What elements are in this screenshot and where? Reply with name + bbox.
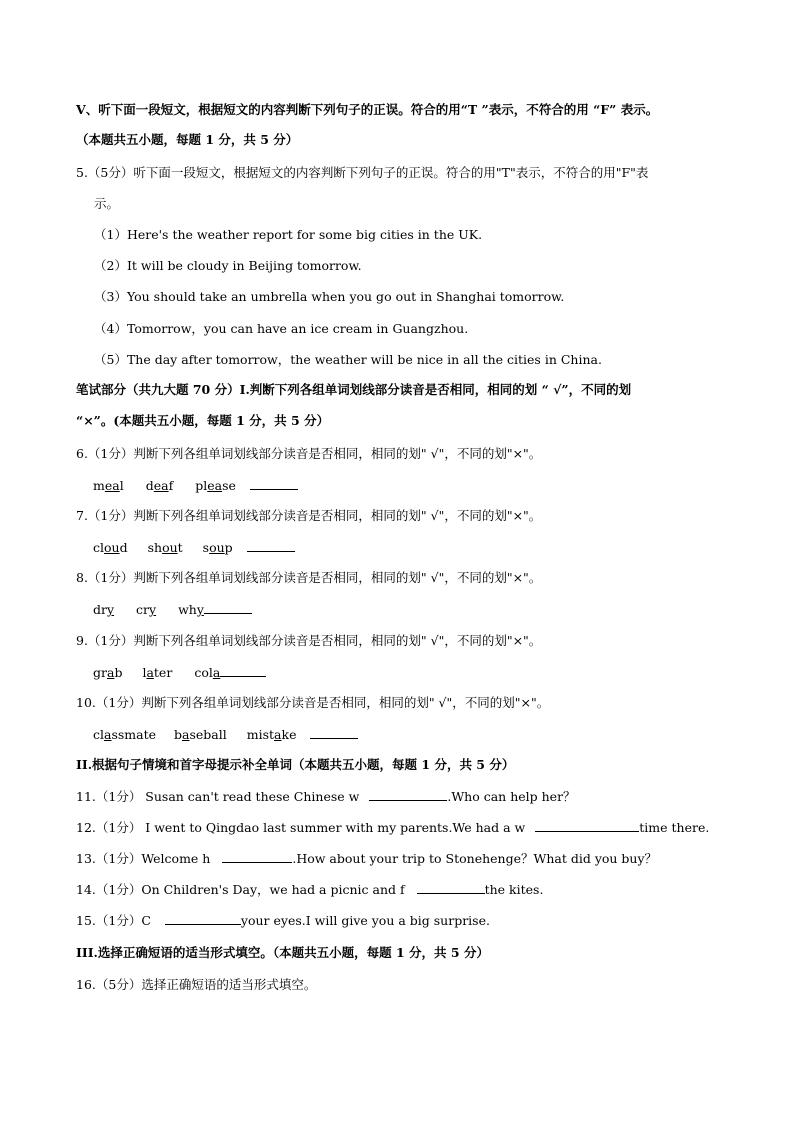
- q6-stem: 6.（1分）判断下列各组单词划线部分读音是否相同，相同的划" √"，不同的划"×"。: [76, 446, 542, 461]
- answer-blank[interactable]: [247, 539, 295, 552]
- word: cloud: [93, 540, 128, 555]
- section-v-title-line1: V、听下面一段短文，根据短文的内容判断下列句子的正误。符合的用“T ”表示，不符合的用 “F” 表示。: [76, 102, 659, 117]
- answer-blank[interactable]: [535, 819, 639, 832]
- answer-blank[interactable]: [204, 601, 252, 614]
- q5-stem-line2: 示。: [94, 196, 120, 211]
- q8-words: [93, 601, 252, 619]
- word: cry: [136, 602, 157, 617]
- q10-stem: 10.（1分）判断下列各组单词划线部分读音是否相同，相同的划" √"，不同的划"×"。: [76, 695, 550, 710]
- q7-stem: 7.（1分）判断下列各组单词划线部分读音是否相同，相同的划" √"，不同的划"×"。: [76, 508, 542, 523]
- q10-words: [93, 726, 358, 744]
- answer-blank[interactable]: [165, 912, 241, 925]
- word: please: [195, 478, 236, 493]
- word: later: [142, 665, 173, 680]
- word: why: [178, 602, 204, 617]
- word: classmate: [93, 727, 157, 742]
- word: meal: [93, 478, 124, 493]
- q8-stem: 8.（1分）判断下列各组单词划线部分读音是否相同，相同的划" √"，不同的划"×"。: [76, 570, 542, 585]
- q16-stem: 16.（5分）选择正确短语的适当形式填空。: [76, 977, 317, 992]
- answer-blank[interactable]: [310, 726, 358, 739]
- answer-blank[interactable]: [250, 477, 298, 490]
- answer-blank[interactable]: [417, 881, 485, 894]
- q6-words: [93, 477, 298, 495]
- section-iii-title: III.选择正确短语的适当形式填空。（本题共五小题，每题 1 分，共 5 分）: [76, 945, 489, 960]
- word: soup: [202, 540, 233, 555]
- answer-blank[interactable]: [220, 664, 266, 677]
- q5-item-4: （4）Tomorrow，you can have an ice cream in Guangzhou.: [94, 321, 469, 336]
- word: deaf: [145, 478, 174, 493]
- word: dry: [93, 602, 115, 617]
- q14: 14.（1分）On Children's Day，we had a picnic and f the kites.: [76, 882, 544, 897]
- q5-item-3: （3）You should take an umbrella when you go out in Shanghai tomorrow.: [94, 289, 565, 304]
- section-v-title-line2: （本题共五小题，每题 1 分，共 5 分）: [76, 132, 299, 147]
- q5-item-1: （1）Here's the weather report for some big cities in the UK.: [94, 227, 483, 242]
- answer-blank[interactable]: [222, 850, 292, 863]
- q11: 11.（1分） Susan can't read these Chinese w .Who can help her？: [76, 789, 576, 804]
- word: baseball: [174, 727, 227, 742]
- q5-stem-line1: 5.（5分）听下面一段短文，根据短文的内容判断下列句子的正误。符合的用"T"表示，不符合的用"F"表: [76, 165, 649, 180]
- q9-words: [93, 664, 266, 682]
- q5-item-5: （5）The day after tomorrow，the weather will be nice in all the cities in China.: [94, 352, 602, 367]
- q15: 15.（1分）C your eyes.I will give you a big surprise.: [76, 913, 490, 928]
- q12: 12.（1分） I went to Qingdao last summer with my parents.We had a w time there.: [76, 820, 710, 835]
- word: grab: [93, 665, 123, 680]
- q5-item-2: （2）It will be cloudy in Beijing tomorrow.: [94, 258, 362, 273]
- q13: 13.（1分）Welcome h .How about your trip to Stonehenge？What did you buy？: [76, 851, 658, 866]
- word: cola: [194, 665, 221, 680]
- word: mistake: [246, 727, 297, 742]
- q7-words: [93, 539, 295, 557]
- word: shout: [147, 540, 183, 555]
- answer-blank[interactable]: [369, 788, 447, 801]
- q9-stem: 9.（1分）判断下列各组单词划线部分读音是否相同，相同的划" √"，不同的划"×"。: [76, 633, 542, 648]
- section-ii-title: II.根据句子情境和首字母提示补全单词（本题共五小题，每题 1 分，共 5 分）: [76, 757, 515, 772]
- written-title-line2: “×”。(本题共五小题，每题 1 分，共 5 分）: [76, 413, 330, 428]
- written-title-line1: 笔试部分（共九大题 70 分）I.判断下列各组单词划线部分读音是否相同，相同的划 “ √”，不同的划: [76, 382, 632, 397]
